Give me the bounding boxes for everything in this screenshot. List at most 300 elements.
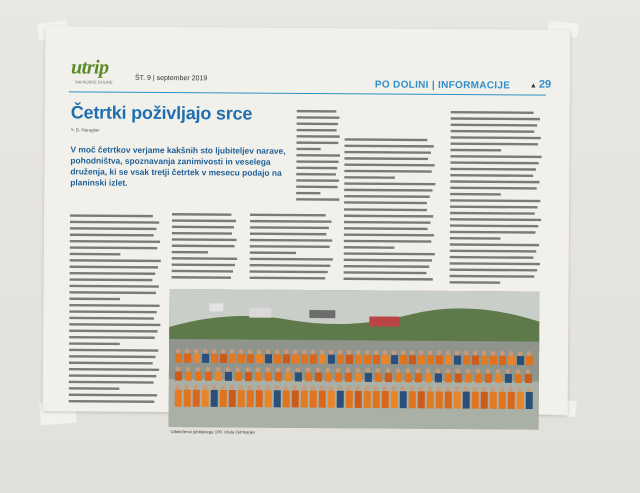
text-line [451,130,535,133]
hiker-head [406,368,411,373]
hiker-head [301,386,306,391]
hiker-head [346,368,351,373]
hiker-body [517,392,524,409]
hiker-head [527,351,532,356]
hiker-body [400,391,407,408]
text-line [450,155,541,158]
text-line [250,239,332,242]
hiker-body [481,356,488,365]
hiker-body [238,390,245,407]
hiker-body [385,373,392,382]
body-text-col-2 [172,213,242,283]
hiker-head [356,350,361,355]
hiker-body [355,373,362,382]
hiker-head [316,368,321,373]
hiker-head [292,386,297,391]
hiker-head [472,387,477,392]
hiker-head [229,385,234,390]
hiker-head [266,349,271,354]
text-line [69,374,156,377]
hiker-body [292,354,299,363]
hiker-body [319,355,326,364]
hiker-body [211,390,218,407]
text-line [450,187,536,190]
hiker-head [338,350,343,355]
hiker-body [319,391,326,408]
hiker-head [275,349,280,354]
hiker-head [284,349,289,354]
hiker-head [326,368,331,373]
hiker-body [265,372,272,381]
logo-subtitle: SAVINJSKE DOLINE [74,79,113,85]
text-line [450,218,541,221]
hiker-head [238,385,243,390]
text-line [172,213,231,216]
hiker-body [205,372,212,381]
hiker-head [274,385,279,390]
text-line [344,215,433,218]
hiker-head [416,368,421,373]
hiker-head [246,367,251,372]
text-line [296,148,320,151]
hiker-head [328,386,333,391]
hiker-head [211,385,216,390]
text-line [296,160,338,163]
hiker-head [446,369,451,374]
hiker-body [490,392,497,409]
hiker-body [346,355,353,364]
text-line [250,220,331,223]
hiker-body [215,372,222,381]
hiker-body [463,392,470,409]
text-line [69,349,158,352]
text-line [172,219,236,222]
text-line [69,291,155,294]
text-line [450,174,533,177]
hiker-body [175,372,182,381]
hiker-head [346,386,351,391]
hiker-head [366,368,371,373]
hiker-head [427,386,432,391]
hiker-head [256,385,261,390]
text-line [297,110,337,113]
hiker-body [229,390,236,407]
hiker-body [436,355,443,364]
hiker-body [382,391,389,408]
hiker-body [391,355,398,364]
hiker-body [337,391,344,408]
hiker-body [325,373,332,382]
hiker-head [320,350,325,355]
hiker-body [256,390,263,407]
text-line [172,226,234,229]
hiker-head [356,368,361,373]
text-line [296,154,340,157]
text-line [451,136,541,139]
text-line [296,198,339,201]
text-line [296,167,337,170]
text-line [297,116,340,119]
text-line [344,246,395,249]
hiker-head [437,351,442,356]
hiker-body [175,354,182,363]
text-line [297,129,337,132]
hiker-body [274,354,281,363]
hiker-body [275,372,282,381]
newspaper-clipping [43,26,571,435]
hiker-head [473,351,478,356]
text-line [450,149,501,152]
text-line [344,195,430,198]
hiker-head [436,387,441,392]
hiker-body [436,391,443,408]
text-line [450,168,536,171]
hiker-body [175,390,182,407]
hiker-head [464,351,469,356]
text-line [450,269,537,272]
hiker-head [506,369,511,374]
text-line [344,170,431,173]
text-line [450,262,540,265]
hiker-head [293,350,298,355]
hiker-body [454,356,461,365]
text-line [296,186,337,189]
hiker-head [296,368,301,373]
text-line [69,304,159,307]
hiker-body [274,390,281,407]
text-line [172,251,208,254]
hiker-head [428,350,433,355]
text-line [297,135,340,138]
hiker-body [310,391,317,408]
hiker-head [365,350,370,355]
hiker-body [517,356,524,365]
hiker-head [526,387,531,392]
text-line [297,141,339,144]
section-title: PO DOLINI | INFORMACIJE [374,79,511,92]
text-line [69,394,157,397]
hiker-body [328,355,335,364]
text-line [450,193,501,196]
logo: utrip [70,56,109,79]
hiker-head [386,368,391,373]
hiker-body [364,391,371,408]
hiker-body [375,373,382,382]
text-line [172,245,235,248]
hiker-head [396,368,401,373]
hiker-body [418,391,425,408]
text-line [69,298,120,301]
hiker-body [202,354,209,363]
text-line [69,355,155,358]
hiker-body [382,355,389,364]
text-line [450,231,536,234]
text-line [172,270,233,273]
hiker-body [328,391,335,408]
hiker-body [472,356,479,365]
hiker-head [481,387,486,392]
article-lead: V moč četrtkov verjame kakšnih sto ljubiteljev narave, pohodništva, spoznavanja zanimivosti in veselega druženja, ki se vsak tretji četrtek v mesecu podajo na planinski izlet. [70,144,286,188]
hiker-body [435,373,442,382]
text-line [69,317,154,320]
hiker-body [499,392,506,409]
body-text-col-6 [450,111,547,288]
text-line [450,161,538,164]
hiker-head [329,350,334,355]
hiker-head [382,386,387,391]
hiker-body [445,355,452,364]
text-line [70,278,153,281]
text-line [344,151,430,154]
text-line [296,192,320,195]
hiker-head [248,349,253,354]
hiker-head [391,386,396,391]
hiker-body [315,373,322,382]
hiker-body [365,373,372,382]
hiker-head [302,350,307,355]
hiker-body [283,354,290,363]
hiker-head [376,368,381,373]
text-line [450,243,539,246]
masthead [45,26,570,92]
issue-date: ŠT. 9 | september 2019 [134,74,208,83]
hiker-body [409,391,416,408]
text-line [70,221,159,224]
hiker-head [196,367,201,372]
hiker-body [184,354,191,363]
hiker-body [355,391,362,408]
hiker-head [508,387,513,392]
hiker-head [311,350,316,355]
hiker-head [276,367,281,372]
body-text-col-5 [344,138,440,209]
hiker-head [463,387,468,392]
hiker-head [418,386,423,391]
hiker-head [221,349,226,354]
hiker-body [335,373,342,382]
text-line [450,275,535,278]
hiker-body [508,392,515,409]
text-line [297,123,338,126]
text-line [450,180,539,183]
hiker-body [337,355,344,364]
text-line [344,265,430,268]
hiker-head [482,351,487,356]
text-line [70,214,153,217]
text-line [451,117,540,120]
hiker-head [239,349,244,354]
hiker-head [186,367,191,372]
text-line [296,179,339,182]
hiker-head [490,387,495,392]
text-line [345,145,434,148]
hiker-head [176,349,181,354]
text-line [250,245,330,248]
hiker-body [346,391,353,408]
text-line [451,111,534,114]
hiker-body [220,390,227,407]
hiker-body [485,374,492,383]
text-line [70,227,156,230]
hiker-head [220,385,225,390]
hiker-head [347,350,352,355]
hiker-body [283,390,290,407]
text-line [450,224,538,227]
hiker-body [405,373,412,382]
hiker-body [472,392,479,409]
hiker-head [446,351,451,356]
text-line [344,189,432,192]
hiker-body [185,372,192,381]
hiker-body [265,354,272,363]
hiker-head [184,385,189,390]
hiker-body [427,355,434,364]
hiker-body [373,355,380,364]
text-line [344,176,395,179]
hiker-head [373,386,378,391]
hiker-body [255,372,262,381]
text-line [70,259,161,262]
hiker-body [475,374,482,383]
text-line [172,263,235,266]
hiker-body [285,372,292,381]
hiker-body [345,373,352,382]
hiker-head [319,386,324,391]
hiker-body [465,374,472,383]
hiker-head [206,367,211,372]
text-line [450,250,536,253]
hiker-head [445,387,450,392]
hiker-body [373,391,380,408]
hiker-head [247,385,252,390]
hiker-head [364,386,369,391]
text-line [450,256,534,259]
hiker-head [383,350,388,355]
hiker-body [525,374,532,383]
hiker-head [499,387,504,392]
hiker-head [374,350,379,355]
text-line [70,240,160,243]
hiker-body [463,356,470,365]
text-line [172,276,231,279]
hiker-body [301,390,308,407]
text-line [69,400,155,403]
text-line [250,258,333,261]
hiker-head [419,350,424,355]
hiker-head [226,367,231,372]
text-line [344,201,427,204]
text-line [69,362,153,365]
leaf-icon: ▲ [529,82,537,90]
text-line [69,323,160,326]
hiker-body [265,390,272,407]
text-line [69,342,120,345]
hiker-head [392,350,397,355]
hiker-body [225,372,232,381]
text-line [450,206,537,209]
hiker-head [516,369,521,374]
text-line [172,238,237,241]
text-line [450,281,501,284]
text-line [344,278,433,281]
hiker-head [216,367,221,372]
hiker-body [454,392,461,409]
hiker-body [455,374,462,383]
text-line [345,138,428,141]
text-line [70,266,158,269]
hiker-head [203,349,208,354]
hiker-body [193,354,200,363]
hiker-head [518,351,523,356]
text-line [450,199,540,202]
text-line [70,234,154,237]
hiker-head [257,349,262,354]
text-line [69,336,155,339]
hiker-head [236,367,241,372]
hiker-head [310,386,315,391]
article-headline: Četrtki poživljajo srce [70,102,253,124]
hiker-body [415,373,422,382]
text-line [296,173,336,176]
hiker-head [409,386,414,391]
hiker-body [193,390,200,407]
hiker-body [301,354,308,363]
text-line [344,221,430,224]
hiker-body [490,356,497,365]
text-line [450,237,501,240]
text-line [250,233,326,236]
hiker-body [229,354,236,363]
hiker-body [295,372,302,381]
hiker-head [500,351,505,356]
hiker-body [445,391,452,408]
text-line [344,271,427,274]
hiker-body [220,354,227,363]
text-line [344,233,434,236]
hiker-head [517,387,522,392]
text-line [172,257,237,260]
text-line [69,330,157,333]
hiker-body [310,355,317,364]
group-photo [169,289,540,430]
hiker-head [466,369,471,374]
hiker-body [495,374,502,383]
text-line [250,270,328,273]
text-line [250,214,326,217]
hiker-head [337,386,342,391]
hiker-head [193,385,198,390]
hiker-body [427,391,434,408]
hiker-body [238,354,245,363]
hiker-head [266,367,271,372]
header-rule [69,91,546,95]
hiker-head [175,385,180,390]
hiker-head [436,369,441,374]
text-line [250,251,296,254]
hiker-body [526,392,533,409]
text-line [344,240,431,243]
text-line [69,381,154,384]
text-line [451,143,538,146]
hiker-head [230,349,235,354]
hiker-body [305,372,312,381]
hiker-body [418,355,425,364]
hiker-body [409,355,416,364]
hiker-head [454,387,459,392]
hiker-head [401,350,406,355]
hiker-head [256,367,261,372]
hiker-body [505,374,512,383]
